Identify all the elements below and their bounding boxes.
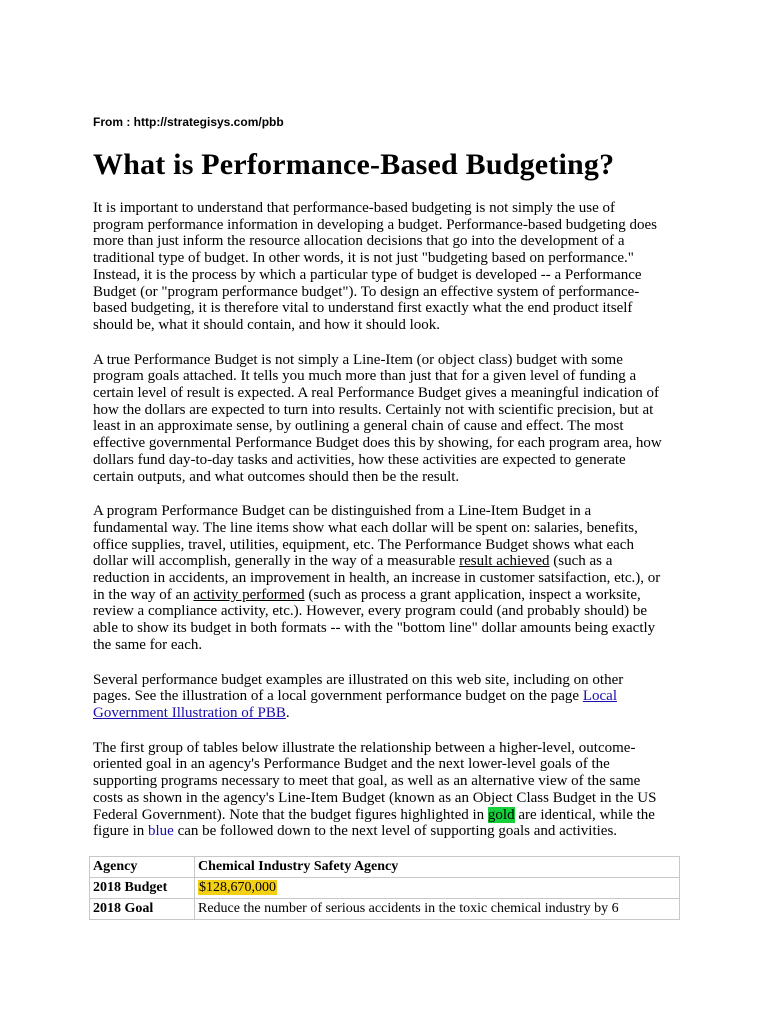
- blue-word: blue: [147, 823, 174, 840]
- agency-value: Chemical Industry Safety Agency: [195, 857, 680, 878]
- activity-performed-term: activity performed: [193, 586, 305, 603]
- table-row: [90, 878, 680, 899]
- paragraph-3-text-c: (such as process a grant application, inspect a worksite, review a compliance activity, etc.). However, every program could (and probably should) be able to show its budget in both formats -- with the "bottom line" dollar amounts being exactly the same for each.: [93, 586, 656, 653]
- paragraph-2: A true Performance Budget is not simply a Line-Item (or object class) budget with some program goals attached. It tells you much more than just that for a given level of funding a certain level of result is expected. A real Performance Budget gives a meaningful indication of how the dollars are expected to turn into results. Certainly not with scientific precision, but at least in an approximate sense, by outlining a general chain of cause and effect. The most effective governmental Performance Budget does this by showing, for each program area, how dollars fund day-to-day tasks and activities, how these activities are expected to generate certain outputs, and what outcomes should then be the result.: [93, 351, 662, 485]
- paragraph-5-text-a: The first group of tables below illustrate the relationship between a higher-level, outcome-oriented goal in an agency's Performance Budget and the next lower-level goals of the supporting programs necessary to meet that goal, as well as an alternative view of the same costs as shown in the agency's Line-Item Budget (known as an Object Class Budget in the US Federal Government). Note that the budget figures highlighted in: [93, 739, 657, 823]
- paragraph-4: [93, 672, 663, 722]
- paragraph-4-text-a: Several performance budget examples are illustrated on this web site, including on other pages. See the illustration of a local government performance budget on the page: [93, 671, 624, 705]
- goal-label: 2018 Goal: [90, 899, 195, 920]
- paragraph-3-text-a: A program Performance Budget can be distinguished from a Line-Item Budget in a fundamental way. The line items show what each dollar will be spent on: salaries, benefits, office supplies, travel, utilities, equipment, etc. The Performance Budget shows what each dollar will accomplish, generally in the way of a measurable: [93, 503, 638, 570]
- result-achieved-term: result achieved: [459, 553, 550, 570]
- page-title: What is Performance-Based Budgeting?: [93, 148, 615, 181]
- budget-table: [89, 856, 680, 920]
- budget-value-cell: [195, 878, 680, 899]
- article-body: [93, 200, 663, 858]
- budget-label: 2018 Budget: [90, 878, 195, 899]
- table-row: [90, 857, 680, 878]
- paragraph-5-text-c: can be followed down to the next level of supporting goals and activities.: [173, 823, 618, 840]
- goal-value: Reduce the number of serious accidents in the toxic chemical industry by 6: [195, 899, 680, 920]
- table-row: [90, 899, 680, 920]
- budget-amount: $128,670,000: [199, 880, 276, 895]
- paragraph-5-text-b: are identical, while the figure in: [93, 806, 655, 840]
- paragraph-3-text-b: (such as a reduction in accidents, an improvement in health, an increase in customer satsifaction, etc.), or in the way of an: [93, 553, 661, 603]
- gold-highlight-word: gold: [487, 806, 515, 823]
- local-government-pbb-link[interactable]: Local Government Illustration of PBB: [93, 688, 617, 721]
- source-line: From : http://strategisys.com/pbb: [93, 115, 284, 129]
- paragraph-3: [93, 503, 663, 653]
- paragraph-5: [93, 740, 663, 840]
- paragraph-1: It is important to understand that performance-based budgeting is not simply the use of program performance information in developing a budget. Performance-based budgeting does more than just inform the resource allocation decisions that go into the development of a traditional type of budget. In other words, it is not just "budgeting based on performance." Instead, it is the process by which a particular type of budget is developed -- a Performance Budget (or "program performance budget"). To design an effective system of performance-based budgeting, it is therefore vital to understand first exactly what the end product itself should be, what it should contain, and how it should look.: [93, 200, 657, 333]
- paragraph-4-text-b: .: [285, 704, 290, 721]
- agency-label: Agency: [90, 857, 195, 878]
